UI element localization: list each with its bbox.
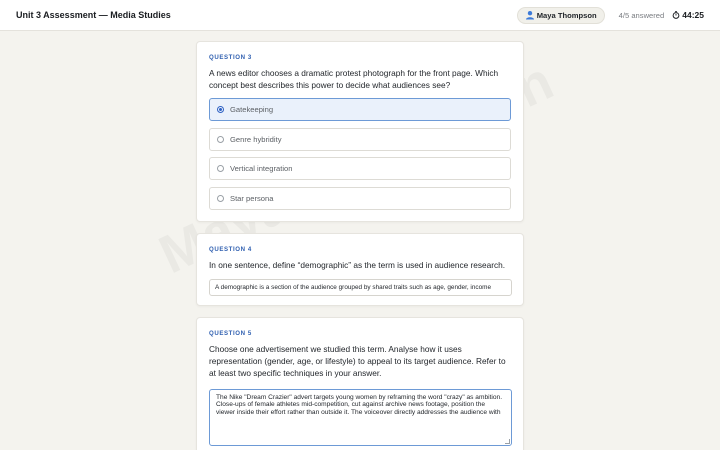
question-text: A news editor chooses a dramatic protest photograph for the front page. Which concept best describes this power to decide what audiences see? (209, 68, 499, 91)
assessment-title: Unit 3 Assessment — Media Studies (16, 10, 171, 20)
radio-icon[interactable] (217, 195, 224, 202)
question-text: In one sentence, define “demographic” as the term is used in audience research. (209, 260, 506, 270)
answer-textarea[interactable] (209, 389, 512, 446)
radio-icon[interactable] (217, 136, 224, 143)
answered-count: 4/5 answered (618, 10, 665, 20)
user-icon (525, 10, 535, 20)
question-card-4 (196, 233, 524, 306)
answer-text: The Nike "Dream Crazier" advert targets young women by reframing the word "crazy" as ambition. Close-ups of female athletes mid-competition, cut against archive news footage, position the viewer inside their effort rather than outside it. The voiceover directly addresses the audience with (216, 393, 503, 416)
question-text: Choose one advertisement we studied this term. Analyse how it uses representation (gender, age, or lifestyle) to appeal to its target audience. Refer to at least two specific techniques in your answer. (209, 344, 506, 379)
question-label: QUESTION 5 (209, 330, 252, 337)
option-label: Gatekeeping (230, 105, 274, 115)
answer-options (209, 98, 511, 210)
user-name: Maya Thompson (536, 10, 597, 20)
timer-value: 44:25 (682, 10, 704, 20)
option-genre-hybridity[interactable] (209, 128, 511, 151)
option-label: Vertical integration (230, 164, 293, 174)
radio-icon[interactable] (217, 165, 224, 172)
option-gatekeeping[interactable] (209, 98, 511, 121)
radio-selected-icon[interactable] (217, 106, 224, 113)
option-label: Star persona (230, 193, 274, 203)
option-star-persona[interactable] (209, 187, 511, 210)
question-label: QUESTION 4 (209, 246, 252, 253)
option-label: Genre hybridity (230, 134, 282, 144)
option-vertical-integration[interactable] (209, 157, 511, 180)
resize-handle[interactable] (505, 439, 510, 444)
header-status (517, 7, 704, 24)
answer-input[interactable]: A demographic is a section of the audience grouped by shared traits such as age, gender, income (209, 279, 512, 296)
top-bar (0, 0, 720, 31)
user-chip[interactable] (517, 7, 605, 24)
question-card-3 (196, 41, 524, 222)
timer (672, 10, 704, 20)
question-label: QUESTION 3 (209, 54, 252, 61)
question-card-5 (196, 317, 524, 450)
stopwatch-icon (672, 11, 680, 19)
